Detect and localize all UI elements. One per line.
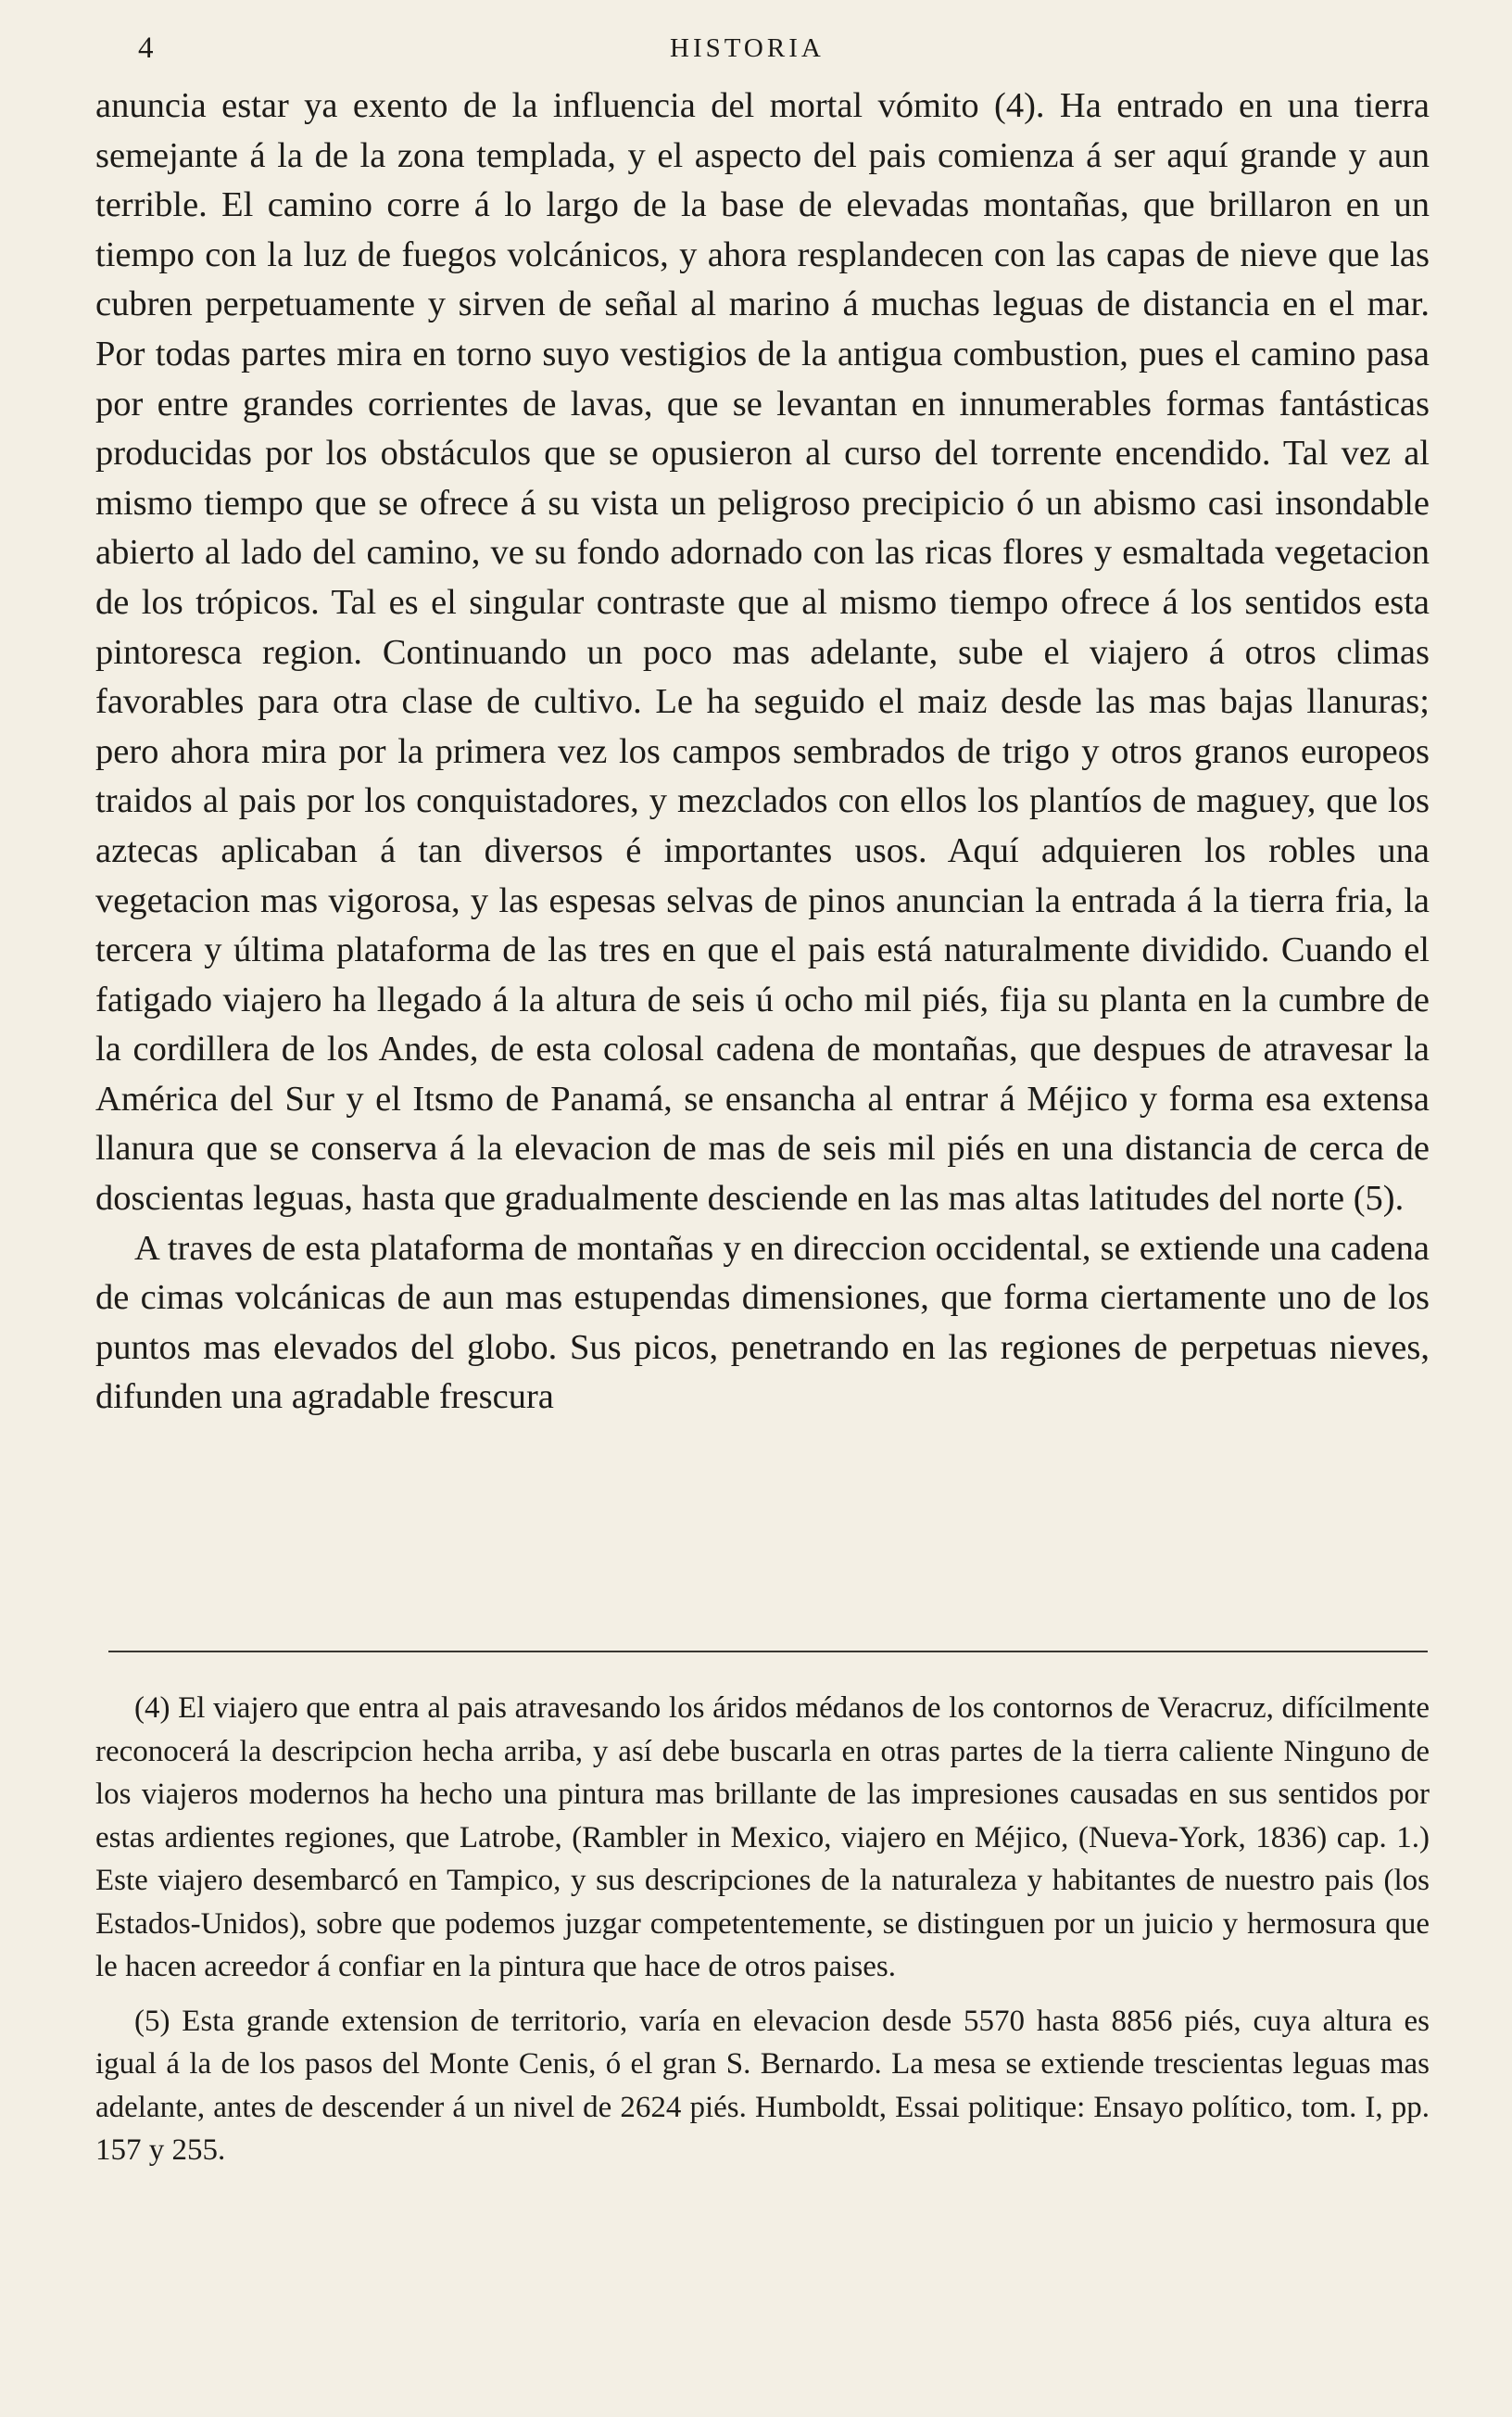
footnotes bbox=[95, 1687, 1430, 2183]
main-text bbox=[95, 82, 1430, 1423]
page-number: 4 bbox=[138, 32, 155, 65]
footnote-4: (4) El viajero que entra al pais atravesando los áridos médanos de los contornos de Veracruz, difícilmente reconocerá la descripcion hecha arriba, y así debe buscarla en otras partes de la tierra caliente Ninguno de los viajeros modernos ha hecho una pintura mas brillante de las impresiones causadas en sus sentidos por estas ardientes regiones, que Latrobe, (Rambler in Mexico, viajero en Méjico, (Nueva-York, 1836) cap. 1.) Este viajero desembarcó en Tampico, y sus descripciones de la naturaleza y habitantes de nuestro pais (los Estados-Unidos), sobre que podemos juzgar competentemente, se distinguen por un juicio y hermosura que le hacen acreedor á confiar en la pintura que hace de otros paises. bbox=[95, 1691, 1430, 1983]
body-paragraph: A traves de esta plataforma de montañas y en direccion occidental, se extiende una cadena de cimas volcánicas de aun mas estupendas dimensiones, que forma ciertamente uno de los puntos mas elevados del globo. Sus picos, penetrando en las regiones de perpetuas nieves, difunden una agradable frescura bbox=[95, 1228, 1430, 1417]
page-header bbox=[95, 32, 1441, 72]
footnote-divider bbox=[108, 1651, 1428, 1652]
body-paragraph: anuncia estar ya exento de la influencia del mortal vómito (4). Ha entrado en una tierra semejante á la de la zona templada, y el aspecto del pais comienza á ser aquí grande y aun terrible. El camino corre á lo largo de la base de elevadas montañas, que brillaron en un tiempo con la luz de fuegos volcánicos, y ahora resplandecen con las capas de nieve que las cubren perpetuamente y sirven de señal al marino á muchas leguas de distancia en el mar. Por todas partes mira en torno suyo vestigios de la antigua combustion, pues el camino pasa por entre grandes corrientes de lavas, que se levantan en innumerables formas fantásticas producidas por los obstáculos que se opusieron al curso del torrente encendido. Tal vez al mismo tiempo que se ofrece á su vista un peligroso precipicio ó un abismo casi insondable abierto al lado del camino, ve su fondo adornado con las ricas flores y esmaltada vegetacion de los trópicos. Tal es el singular contraste que al mismo tiempo ofrece á los sentidos esta pintoresca region. Continuando un poco mas adelante, sube el viajero á otros climas favorables para otra clase de cultivo. Le ha seguido el maiz desde las mas bajas llanuras; pero ahora mira por la primera vez los campos sembrados de trigo y otros granos europeos traidos al pais por los conquistadores, y mezclados con ellos los plantíos de maguey, que los aztecas aplicaban á tan diversos é importantes usos. Aquí adquieren los robles una vegetacion mas vigorosa, y las espesas selvas de pinos anuncian la entrada á la tierra fria, la tercera y última plataforma de las tres en que el pais está naturalmente dividido. Cuando el fatigado viajero ha llegado á la altura de seis ú ocho mil piés, fija su planta en la cumbre de la cordillera de los Andes, de esta colosal cadena de montañas, que despues de atravesar la América del Sur y el Itsmo de Panamá, se ensancha al entrar á Méjico y forma esa extensa llanura que se conserva á la elevacion de mas de seis mil piés en una distancia de cerca de doscientas leguas, hasta que gradualmente desciende en las mas altas latitudes del norte (5). bbox=[95, 86, 1430, 1219]
running-title: HISTORIA bbox=[670, 33, 825, 63]
footnote-5: (5) Esta grande extension de territorio, varía en elevacion desde 5570 hasta 8856 piés, cuya altura es igual á la de los pasos del Monte Cenis, ó el gran S. Bernardo. La mesa se extiende trescientas leguas mas adelante, antes de descender á un nivel de 2624 piés. Humboldt, Essai politique: Ensayo político, tom. I, pp. 157 y 255. bbox=[95, 2004, 1430, 2167]
